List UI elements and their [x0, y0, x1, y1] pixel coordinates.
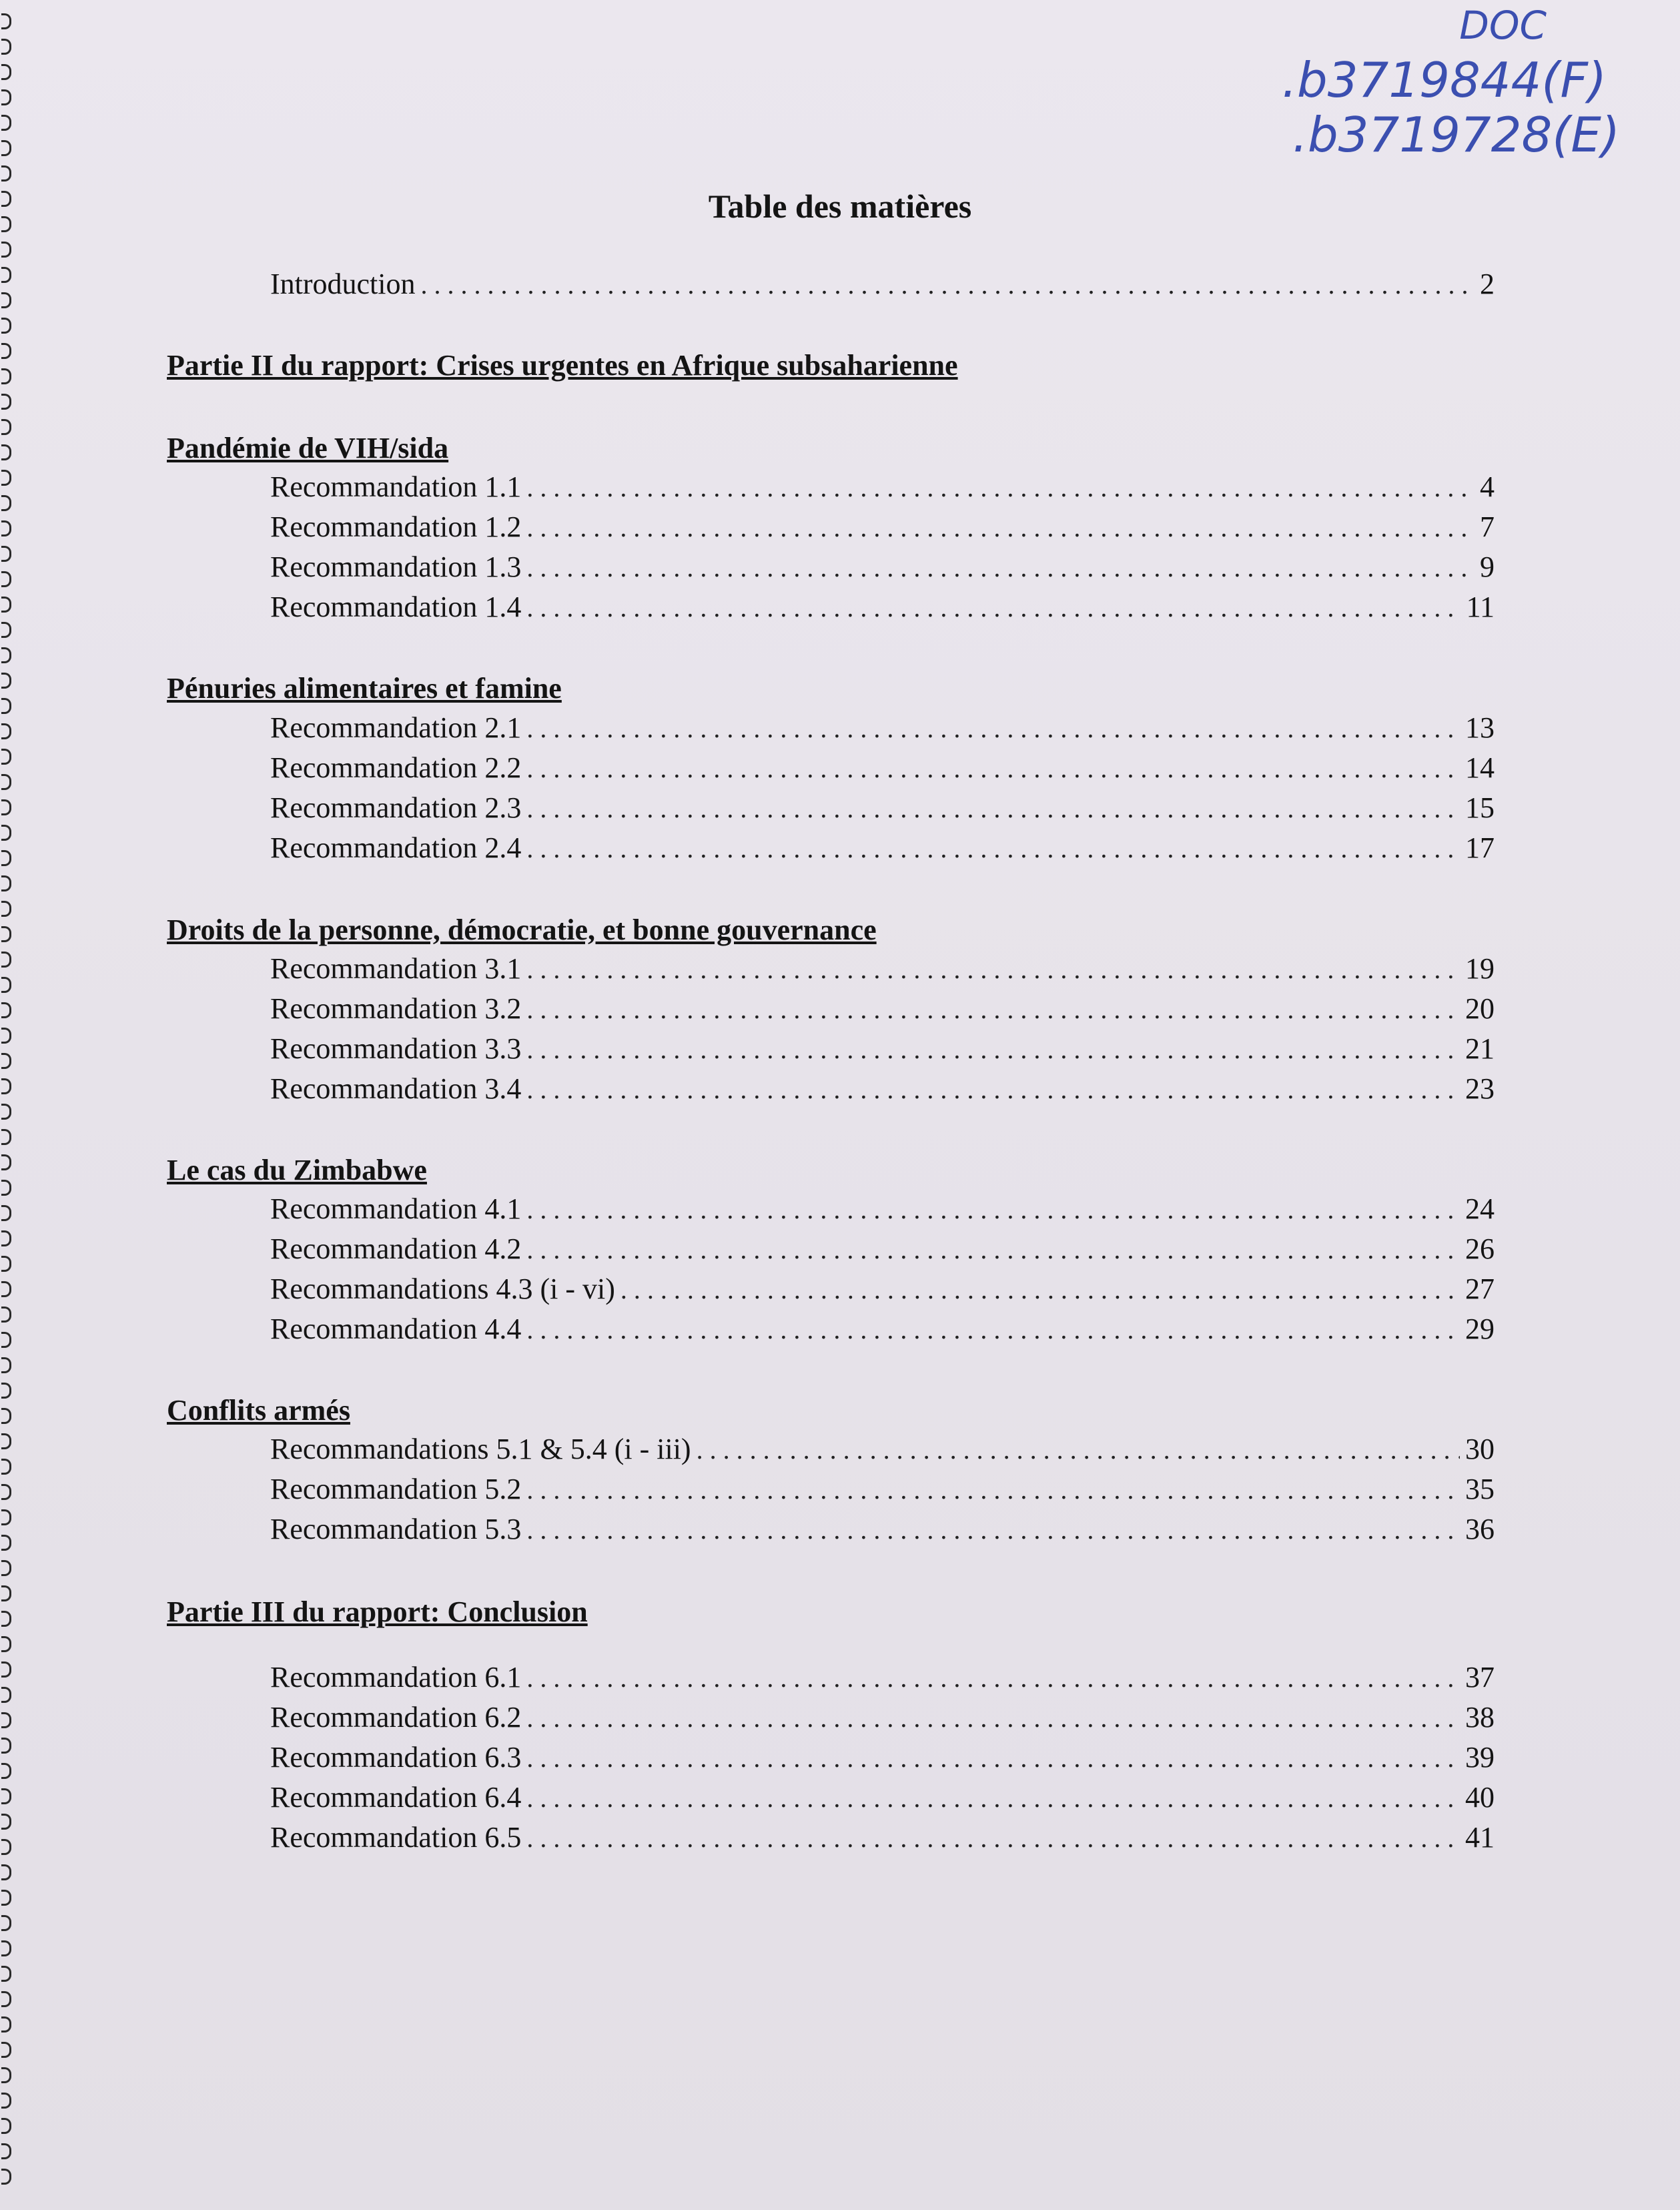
toc-entry: [270, 751, 1495, 791]
toc-entry-page: 21: [1465, 1032, 1495, 1065]
binding-ring: [1, 1230, 11, 1246]
binding-ring: [1, 394, 11, 410]
toc-entry: [270, 470, 1495, 510]
leader-dots: [526, 833, 1460, 864]
section-heading-food: Pénuries alimentaires et famine: [167, 672, 562, 705]
binding-ring: [1, 901, 11, 917]
leader-dots: [526, 472, 1475, 503]
binding-ring: [1, 1281, 11, 1297]
binding-ring: [1, 1256, 11, 1272]
binding-ring: [1, 1940, 11, 1956]
binding-ring: [1, 2016, 11, 2033]
binding-ring: [1, 1915, 11, 1931]
binding-ring: [1, 952, 11, 968]
toc-entry-page: 20: [1465, 992, 1495, 1025]
toc-entry-label: Recommandation 2.4: [270, 831, 522, 864]
toc-entry: [270, 1032, 1495, 1072]
toc-entry-label: Recommandations 4.3 (i - vi): [270, 1272, 615, 1305]
binding-ring: [1, 1408, 11, 1424]
toc-entry-label: Recommandation 6.4: [270, 1781, 522, 1814]
binding-ring: [1, 1509, 11, 1525]
toc-entry-page: 30: [1465, 1433, 1495, 1465]
toc-entry-label: Introduction: [270, 268, 416, 300]
binding-ring: [1, 1002, 11, 1018]
binding-ring: [1, 1890, 11, 1906]
leader-dots: [526, 1822, 1460, 1854]
binding-ring: [1, 1991, 11, 2007]
toc-entry-page: 26: [1465, 1232, 1495, 1265]
toc-entry: [270, 1820, 1495, 1860]
leader-dots: [526, 1742, 1460, 1774]
leader-dots: [620, 1274, 1460, 1305]
part-2-heading: Partie II du rapport: Crises urgentes en Afrique subsaharienne: [167, 349, 958, 382]
binding-ring: [1, 1864, 11, 1880]
binding-ring: [1, 267, 11, 283]
toc-entry-page: 39: [1465, 1741, 1495, 1774]
binding-ring: [1, 1459, 11, 1475]
binding-ring: [1, 1307, 11, 1323]
toc-entry-label: Recommandation 4.4: [270, 1313, 522, 1345]
toc-entry-label: Recommandation 3.2: [270, 992, 522, 1025]
binding-ring: [1, 444, 11, 460]
toc-entry-page: 14: [1465, 751, 1495, 784]
toc-entry: [270, 952, 1495, 992]
binding-ring: [1, 1636, 11, 1652]
binding-ring: [1, 1712, 11, 1728]
binding-ring: [1, 39, 11, 55]
binding-ring: [1, 977, 11, 993]
toc-entry-page: 17: [1465, 831, 1495, 864]
toc-entry-label: Recommandation 3.4: [270, 1072, 522, 1105]
toc-entry-label: Recommandation 1.3: [270, 550, 522, 583]
toc-entry-label: Recommandation 2.1: [270, 711, 522, 744]
leader-dots: [526, 1034, 1460, 1065]
binding-ring: [1, 926, 11, 942]
toc-entry-label: Recommandation 1.1: [270, 470, 522, 503]
leader-dots: [526, 512, 1475, 543]
binding-ring: [1, 1662, 11, 1678]
handwritten-ref-french: .b3719844(F): [1282, 52, 1607, 108]
binding-ring: [1, 318, 11, 334]
binding-ring: [1, 13, 11, 29]
binding-ring: [1, 115, 11, 131]
toc-entry-page: 36: [1465, 1513, 1495, 1545]
handwritten-annotation: [1282, 0, 1620, 173]
toc-entry-page: 35: [1465, 1473, 1495, 1505]
toc-entry-page: 15: [1465, 791, 1495, 824]
toc-entry: [270, 1312, 1495, 1352]
toc-entry-label: Recommandation 6.1: [270, 1661, 522, 1694]
spiral-binding: [0, 13, 15, 2202]
toc-entry: [270, 1232, 1495, 1272]
binding-ring: [1, 2093, 11, 2109]
binding-ring: [1, 1763, 11, 1779]
toc-entry-page: 13: [1465, 711, 1495, 744]
binding-ring: [1, 1028, 11, 1044]
toc-entry-page: 38: [1465, 1701, 1495, 1734]
binding-ring: [1, 2042, 11, 2058]
binding-ring: [1, 825, 11, 841]
leader-dots: [526, 1074, 1460, 1105]
binding-ring: [1, 242, 11, 258]
section-heading-zimbabwe: Le cas du Zimbabwe: [167, 1154, 427, 1186]
binding-ring: [1, 1205, 11, 1221]
leader-dots: [526, 1514, 1460, 1545]
toc-entry-label: Recommandations 5.1 & 5.4 (i - iii): [270, 1433, 691, 1465]
toc-entry: [270, 1780, 1495, 1820]
toc-entry-label: Recommandation 2.3: [270, 791, 522, 824]
binding-ring: [1, 723, 11, 739]
binding-ring: [1, 2143, 11, 2159]
toc-entry-label: Recommandation 1.4: [270, 591, 522, 623]
leader-dots: [526, 1314, 1460, 1345]
handwritten-doc: DOC: [1459, 3, 1547, 48]
binding-ring: [1, 1433, 11, 1449]
toc-entry-page: 7: [1480, 510, 1495, 543]
section-heading-hiv: Pandémie de VIH/sida: [167, 432, 449, 464]
binding-ring: [1, 597, 11, 613]
binding-ring: [1, 1814, 11, 1830]
binding-ring: [1, 1053, 11, 1069]
leader-dots: [697, 1434, 1460, 1465]
binding-ring: [1, 165, 11, 181]
binding-ring: [1, 749, 11, 765]
toc-entry-label: Recommandation 5.2: [270, 1473, 522, 1505]
binding-ring: [1, 495, 11, 511]
toc-entry: [270, 1072, 1495, 1112]
leader-dots: [526, 713, 1460, 744]
binding-ring: [1, 774, 11, 790]
binding-ring: [1, 89, 11, 105]
binding-ring: [1, 1154, 11, 1170]
binding-ring: [1, 2067, 11, 2083]
toc-entry: [270, 1432, 1495, 1472]
leader-dots: [526, 1782, 1460, 1814]
toc-entry-label: Recommandation 5.3: [270, 1513, 522, 1545]
binding-ring: [1, 1687, 11, 1703]
handwritten-ref-english: .b3719728(E): [1292, 107, 1620, 163]
toc-entry: [270, 1272, 1495, 1312]
toc-entry-page: 37: [1465, 1661, 1495, 1694]
binding-ring: [1, 1738, 11, 1754]
leader-dots: [526, 1194, 1460, 1225]
binding-ring: [1, 622, 11, 638]
toc-entry-page: 11: [1466, 591, 1495, 623]
toc-entry: [270, 1740, 1495, 1780]
toc-entry-label: Recommandation 3.1: [270, 952, 522, 985]
binding-ring: [1, 799, 11, 815]
binding-ring: [1, 647, 11, 663]
binding-ring: [1, 368, 11, 384]
toc-entry-page: 2: [1480, 268, 1495, 300]
binding-ring: [1, 1078, 11, 1094]
binding-ring: [1, 1966, 11, 1982]
toc-entry-page: 19: [1465, 952, 1495, 985]
toc-entry-label: Recommandation 2.2: [270, 751, 522, 784]
toc-entry: [270, 510, 1495, 550]
binding-ring: [1, 64, 11, 80]
leader-dots: [526, 753, 1460, 784]
section-heading-conflicts: Conflits armés: [167, 1394, 350, 1427]
binding-ring: [1, 546, 11, 562]
part-3-heading: Partie III du rapport: Conclusion: [167, 1595, 588, 1628]
binding-ring: [1, 673, 11, 689]
binding-ring: [1, 2169, 11, 2185]
binding-ring: [1, 470, 11, 486]
binding-ring: [1, 419, 11, 435]
binding-ring: [1, 1484, 11, 1500]
binding-ring: [1, 520, 11, 536]
toc-entry-page: 27: [1465, 1272, 1495, 1305]
toc-entry-introduction: [270, 267, 1495, 307]
toc-entry: [270, 590, 1495, 630]
toc-entry-page: 23: [1465, 1072, 1495, 1105]
binding-ring: [1, 698, 11, 714]
binding-ring: [1, 1180, 11, 1196]
toc-entry-page: 41: [1465, 1821, 1495, 1854]
toc-entry: [270, 831, 1495, 871]
binding-ring: [1, 343, 11, 359]
binding-ring: [1, 850, 11, 866]
binding-ring: [1, 2118, 11, 2134]
toc-entry-label: Recommandation 4.2: [270, 1232, 522, 1265]
binding-ring: [1, 292, 11, 308]
toc-entry-label: Recommandation 4.1: [270, 1192, 522, 1225]
leader-dots: [526, 552, 1475, 583]
binding-ring: [1, 875, 11, 891]
toc-entry: [270, 1192, 1495, 1232]
toc-entry: [270, 1700, 1495, 1740]
binding-ring: [1, 1383, 11, 1399]
toc-entry-page: 4: [1480, 470, 1495, 503]
leader-dots: [526, 1474, 1460, 1505]
toc-entry-label: Recommandation 3.3: [270, 1032, 522, 1065]
toc-entry-label: Recommandation 6.2: [270, 1701, 522, 1734]
leader-dots: [526, 1234, 1460, 1265]
leader-dots: [421, 269, 1475, 300]
toc-entry: [270, 550, 1495, 590]
toc-entry: [270, 711, 1495, 751]
binding-ring: [1, 571, 11, 587]
binding-ring: [1, 1104, 11, 1120]
binding-ring: [1, 1535, 11, 1551]
leader-dots: [526, 592, 1460, 623]
leader-dots: [526, 793, 1460, 824]
binding-ring: [1, 1788, 11, 1804]
binding-ring: [1, 1585, 11, 1601]
binding-ring: [1, 1332, 11, 1348]
toc-entry-page: 29: [1465, 1313, 1495, 1345]
toc-entry: [270, 1512, 1495, 1552]
toc-entry-page: 24: [1465, 1192, 1495, 1225]
toc-entry-page: 9: [1480, 550, 1495, 583]
section-heading-rights: Droits de la personne, démocratie, et bonne gouvernance: [167, 913, 877, 946]
toc-entry-label: Recommandation 6.3: [270, 1741, 522, 1774]
toc-entry-page: 40: [1465, 1781, 1495, 1814]
binding-ring: [1, 1839, 11, 1855]
toc-entry: [270, 992, 1495, 1032]
leader-dots: [526, 1702, 1460, 1734]
toc-entry: [270, 791, 1495, 831]
binding-ring: [1, 1129, 11, 1145]
binding-ring: [1, 140, 11, 156]
toc-entry: [270, 1660, 1495, 1700]
binding-ring: [1, 1611, 11, 1627]
leader-dots: [526, 954, 1460, 985]
leader-dots: [526, 994, 1460, 1025]
binding-ring: [1, 1560, 11, 1576]
toc-entry-label: Recommandation 1.2: [270, 510, 522, 543]
leader-dots: [526, 1662, 1460, 1694]
toc-entry: [270, 1472, 1495, 1512]
binding-ring: [1, 1357, 11, 1373]
toc-entry-label: Recommandation 6.5: [270, 1821, 522, 1854]
page-title: Table des matières: [708, 188, 972, 225]
